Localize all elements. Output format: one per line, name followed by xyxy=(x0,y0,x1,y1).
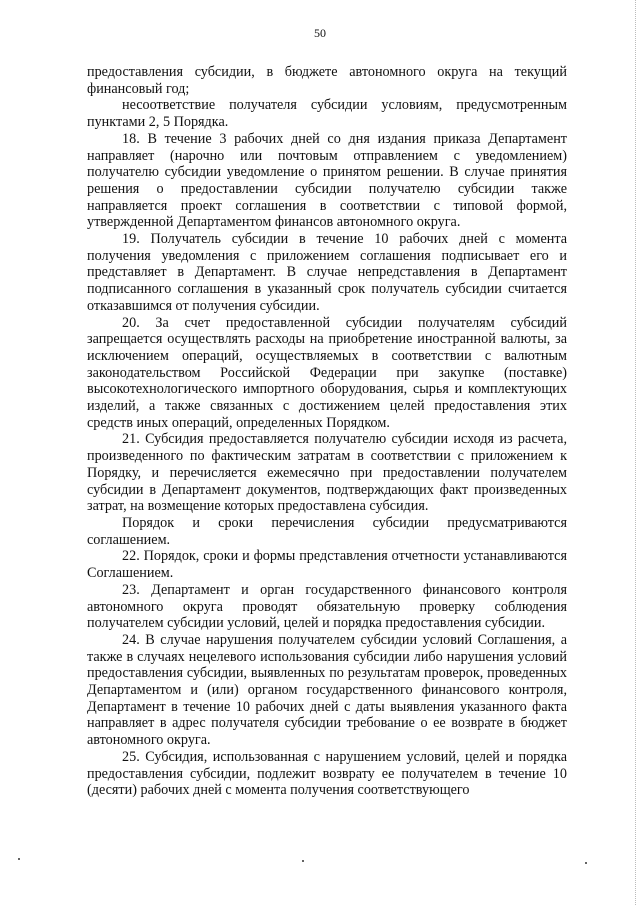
scan-edge xyxy=(634,0,636,905)
paragraph-19: 19. Получатель субсидии в течение 10 рабочих дней с момента получения уведомления с приложением соглашения подписывает его и представляет в Департамент. В случае непредставления в Департамент подписанного соглашения в указанный срок получатель субсидии считается отказавшимся от получения субсидии. xyxy=(87,231,567,314)
paragraph-25: 25. Субсидия, использованная с нарушением условий, целей и порядка предоставления субсидии, подлежит возврату ее получателем в течение 10 (десяти) рабочих дней с момента получения соответствующего xyxy=(87,748,567,799)
paragraph-21-continued: Порядок и сроки перечисления субсидии предусматриваются соглашением. xyxy=(87,514,567,548)
paragraph-18: 18. В течение 3 рабочих дней со дня издания приказа Департамент направляет (нарочно или почтовым отправлением с уведомлением) получателю субсидии уведомление о принятом решении. В случае принятия решения о предоставлении субсидии получателю субсидии также направляется проект соглашения в соответствии с типовой формой, утвержденной Департаментом финансов автономного округа. xyxy=(87,130,567,231)
scan-speck xyxy=(585,862,587,864)
paragraph-21: 21. Субсидия предоставляется получателю субсидии исходя из расчета, произведенного по фактическим затратам в соответствии с приложением к Порядку, и перечисляется ежемесячно при предоставлении получателем субсидии в Департамент документов, подтверждающих факт произведенных затрат, на возмещение которых предоставлена субсидия. xyxy=(87,431,567,515)
paragraph-23: 23. Департамент и орган государственного финансового контроля автономного округа проводят обязательную проверку соблюдения получателем субсидии условий, целей и порядка предоставления субсидии. xyxy=(87,581,567,632)
scan-speck xyxy=(302,860,304,862)
document-body xyxy=(87,64,567,799)
page-number: 50 xyxy=(314,26,326,40)
scan-speck xyxy=(18,858,20,860)
paragraph-22: 22. Порядок, сроки и формы представления отчетности устанавливаются Соглашением. xyxy=(87,548,567,582)
paragraph-2: несоответствие получателя субсидии условиям, предусмотренным пунктами 2, 5 Порядка. xyxy=(87,97,567,131)
paragraph-24: 24. В случае нарушения получателем субсидии условий Соглашения, а также в случаях нецелевого использования субсидии либо нарушения условий предоставления субсидии, выявленных по результатам проверок, проведенных Департаментом и (или) органом государственного финансового контроля, Департамент в течение 10 рабочих дней с даты выявления указанного факта направляет в адрес получателя субсидии требование о ее возврате в бюджет автономного округа. xyxy=(87,631,567,749)
paragraph-20: 20. За счет предоставленной субсидии получателям субсидий запрещается осуществлять расходы на приобретение иностранной валюты, за исключением операций, осуществляемых в соответствии с валютным законодательством Российской Федерации при закупке (поставке) высокотехнологического импортного оборудования, сырья и комплектующих изделий, а также связанных с достижением целей предоставления этих средств иных операций, определенных Порядком. xyxy=(87,314,567,431)
paragraph-1: предоставления субсидии, в бюджете автономного округа на текущий финансовый год; xyxy=(87,64,567,97)
